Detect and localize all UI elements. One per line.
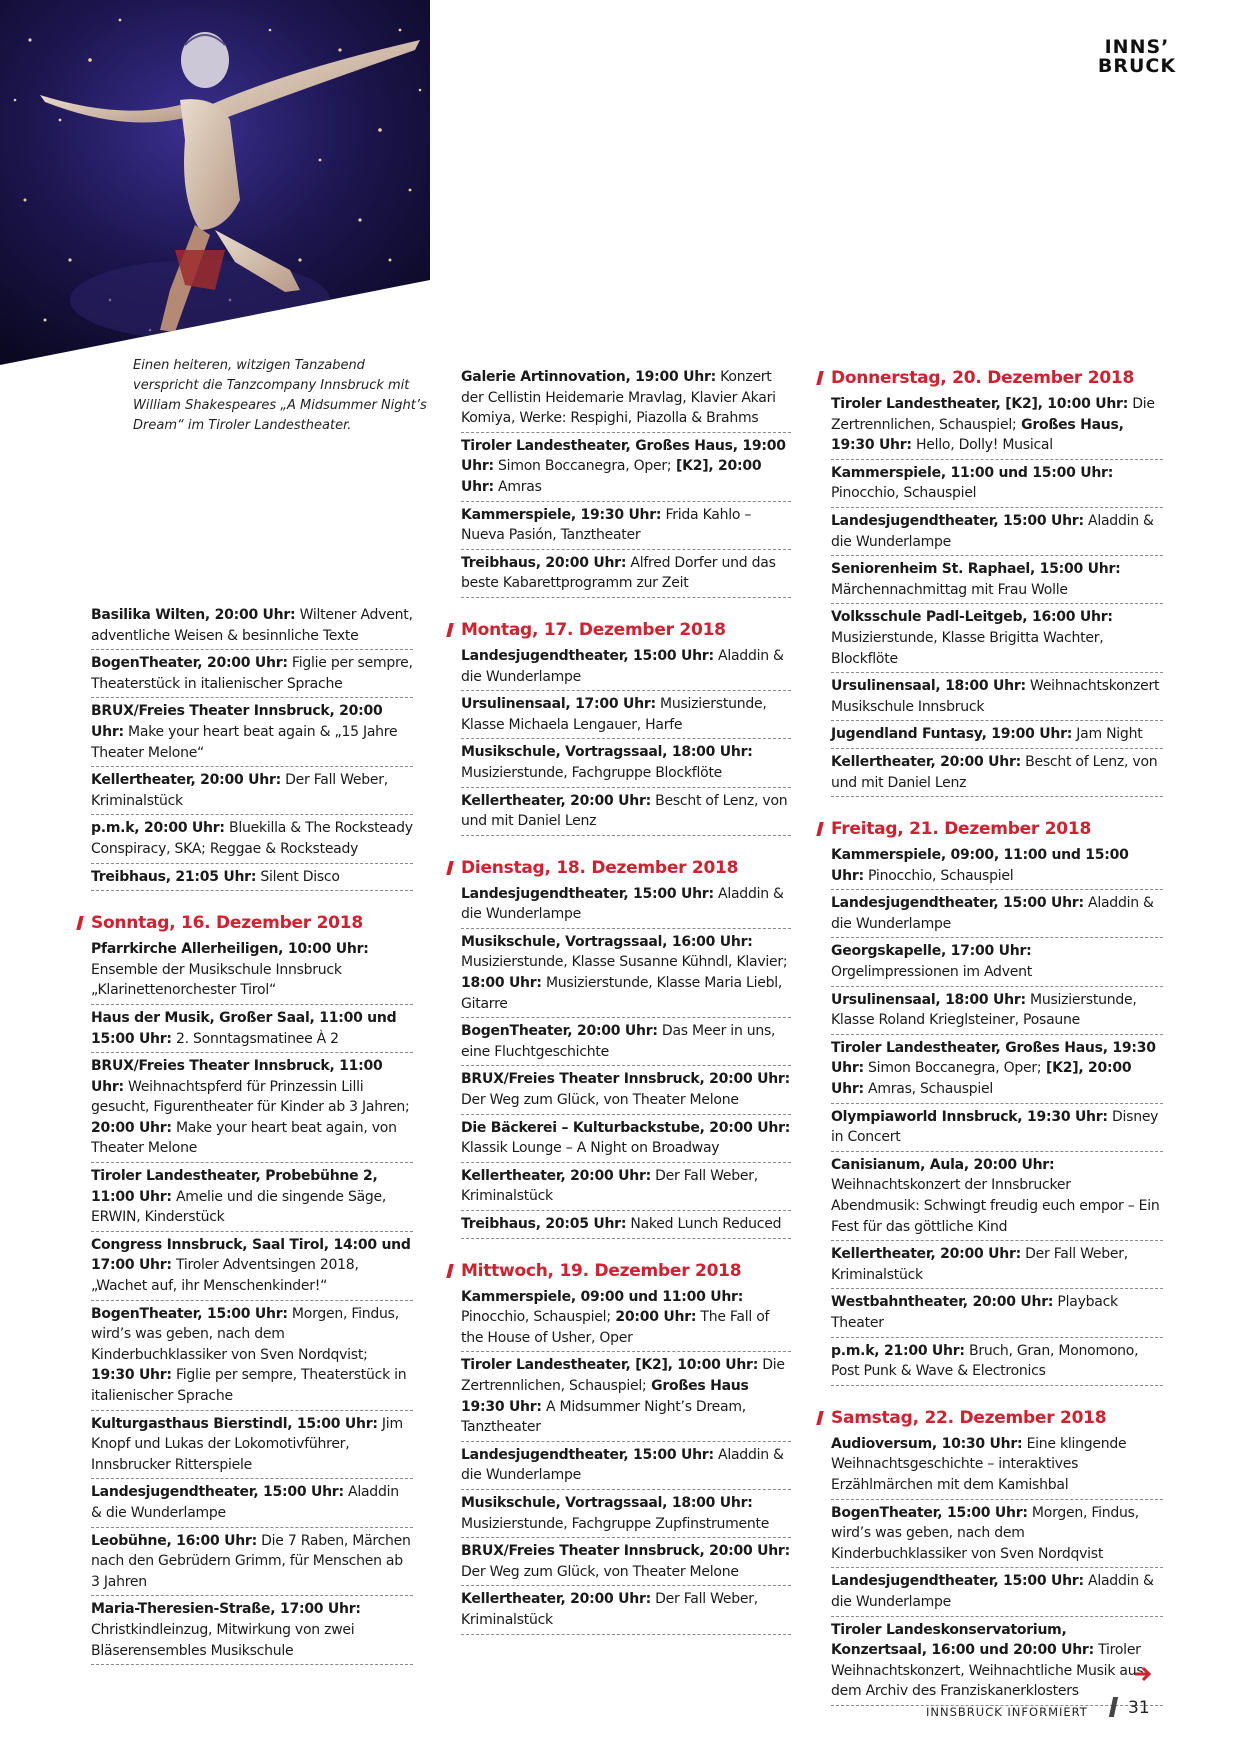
event-venue-time: Kammerspiele, 11:00 und 15:00 Uhr:: [831, 464, 1114, 481]
event-venue-time: [K2], 20:00 Uhr:: [461, 458, 762, 495]
event-entry: [461, 741, 791, 787]
day-heading: Sonntag, 16. Dezember 2018: [77, 911, 413, 935]
event-entry: [461, 1165, 791, 1211]
event-venue-time: Treibhaus, 20:05 Uhr:: [461, 1216, 627, 1232]
event-description: Disney in Concert: [831, 1108, 1159, 1146]
event-venue-time: BRUX/Freies Theater Innsbruck, 20:00 Uhr:: [91, 703, 383, 740]
event-description: The Fall of the House of Usher, Oper: [461, 1309, 770, 1346]
event-entry: [91, 1598, 413, 1665]
event-entry: [461, 366, 791, 433]
event-description: Alfred Dorfer und das beste Kabarettprogramm zur Zeit: [461, 554, 776, 592]
event-venue-time: Jugendland Funtasy, 19:00 Uhr:: [831, 726, 1073, 743]
event-venue-time: Ursulinensaal, 18:00 Uhr:: [831, 678, 1026, 695]
event-description: Der Weg zum Glück, von Theater Melone: [461, 1092, 739, 1109]
event-entry: [461, 693, 791, 739]
event-entry: [91, 1165, 413, 1232]
event-description: Jam Night: [1072, 726, 1143, 743]
event-description: Morgen, Findus, wird’s was geben, nach dem Kinderbuchklassiker von Sven Nordqvist;: [91, 1305, 399, 1363]
event-entry: [831, 892, 1163, 938]
event-venue-time: BRUX/Freies Theater Innsbruck, 20:00 Uhr:: [461, 1543, 790, 1560]
event-description: Die Zertrennlichen, Schauspiel;: [831, 396, 1155, 433]
event-entry: [461, 1286, 791, 1353]
event-description: Jim Knopf und Lukas der Lokomotivführer, Innsbrucker Ritterspiele: [91, 1415, 403, 1473]
day-heading: Freitag, 21. Dezember 2018: [817, 817, 1163, 841]
event-venue-time: Tiroler Landestheater, [K2], 10:00 Uhr:: [461, 1357, 759, 1374]
event-description: 2. Sonntagsmatinee À 2: [171, 1030, 339, 1047]
event-entry: [91, 1007, 413, 1053]
event-description: Märchennachmittag mit Frau Wolle: [831, 581, 1068, 598]
event-venue-time: Haus der Musik, Großer Saal, 11:00 und 15:00 Uhr:: [91, 1009, 397, 1047]
event-description: Frida Kahlo – Nueva Pasión, Tanztheater: [461, 506, 752, 544]
event-entry: [91, 604, 413, 650]
event-description: Konzert der Cellistin Heidemarie Mravlag, Klavier Akari Komiya, Werke: Respighi, Piazolla & Brahms: [461, 369, 776, 427]
event-entry: [91, 1530, 413, 1597]
event-description: Bruch, Gran, Monomono, Post Punk & Wave & Electronics: [831, 1342, 1139, 1380]
event-entry: [91, 1303, 413, 1411]
event-entry: [831, 1106, 1163, 1152]
event-entry: [461, 1068, 791, 1114]
event-description: Musizierstunde, Klasse Maria Liebl, Gitarre: [461, 975, 783, 1012]
event-entry: [461, 931, 791, 1018]
event-description: Aladdin & die Wunderlampe: [461, 1446, 784, 1484]
event-entry: [461, 1117, 791, 1163]
event-entry: [831, 1502, 1163, 1569]
event-description: Bescht of Lenz, von und mit Daniel Lenz: [831, 753, 1158, 791]
event-entry: [461, 1213, 791, 1239]
event-venue-time: Kellertheater, 20:00 Uhr:: [91, 772, 281, 789]
event-description: Aladdin & die Wunderlampe: [831, 512, 1154, 550]
event-venue-time: p.m.k, 20:00 Uhr:: [91, 820, 225, 837]
event-entry: [461, 504, 791, 550]
event-venue-time: 20:00 Uhr:: [610, 1309, 697, 1326]
event-venue-time: BogenTheater, 20:00 Uhr:: [91, 655, 288, 672]
event-venue-time: Tiroler Landestheater, Großes Haus, 19:00 Uhr:: [461, 437, 786, 475]
event-description: Make your heart beat again & „15 Jahre Theater Melone“: [91, 723, 398, 761]
event-description: Der Fall Weber, Kriminalstück: [461, 1591, 758, 1628]
event-venue-time: Großes Haus 19:30 Uhr:: [461, 1377, 749, 1415]
event-venue-time: p.m.k, 21:00 Uhr:: [831, 1342, 965, 1359]
event-entry: [91, 938, 413, 1005]
event-venue-time: Georgskapelle, 17:00 Uhr:: [831, 943, 1032, 960]
event-venue-time: Olympiaworld Innsbruck, 19:30 Uhr:: [831, 1108, 1108, 1125]
event-description: Make your heart beat again, von Theater Melone: [91, 1119, 397, 1157]
event-venue-time: Landesjugendtheater, 15:00 Uhr:: [461, 647, 714, 664]
event-venue-time: Ursulinensaal, 17:00 Uhr:: [461, 696, 656, 713]
event-description: Aladdin & die Wunderlampe: [461, 647, 784, 685]
event-entry: [91, 652, 413, 698]
page-number: 31: [1128, 1698, 1150, 1718]
event-description: Tiroler Adventsingen 2018, „Wachet auf, ihr Menschenkinder!“: [91, 1257, 359, 1295]
event-entry: [461, 790, 791, 836]
event-venue-time: 18:00 Uhr:: [461, 975, 542, 992]
event-venue-time: Kammerspiele, 09:00, 11:00 und 15:00 Uhr:: [831, 847, 1129, 884]
event-description: Orgelimpressionen im Advent: [831, 964, 1032, 981]
event-venue-time: Leobühne, 16:00 Uhr:: [91, 1532, 257, 1549]
event-entry: [461, 435, 791, 502]
event-venue-time: Musikschule, Vortragssaal, 16:00 Uhr:: [461, 933, 753, 950]
event-venue-time: Landesjugendtheater, 15:00 Uhr:: [831, 1573, 1084, 1590]
event-description: Simon Boccanegra, Oper;: [493, 458, 672, 475]
event-description: Weihnachtspferd für Prinzessin Lilli gesucht, Figurentheater für Kinder ab 3 Jahren;: [91, 1078, 410, 1116]
event-venue-time: Galerie Artinnovation, 19:00 Uhr:: [461, 369, 716, 385]
event-venue-time: Kellertheater, 20:00 Uhr:: [461, 1167, 651, 1184]
event-entry: [461, 1540, 791, 1586]
event-description: Das Meer in uns, eine Fluchtgeschichte: [461, 1023, 776, 1060]
event-venue-time: Kammerspiele, 09:00 und 11:00 Uhr:: [461, 1288, 744, 1305]
event-entry: [831, 393, 1163, 460]
event-entry: [831, 675, 1163, 721]
event-description: Pinocchio, Schauspiel: [831, 485, 977, 502]
event-venue-time: BogenTheater, 15:00 Uhr:: [91, 1305, 288, 1322]
event-description: Pinocchio, Schauspiel: [863, 867, 1014, 884]
event-entry: [831, 1433, 1163, 1500]
event-entry: [831, 989, 1163, 1035]
event-description: Musizierstunde, Klasse Roland Krieglsteiner, Posaune: [831, 991, 1137, 1029]
event-venue-time: BogenTheater, 15:00 Uhr:: [831, 1504, 1028, 1521]
event-venue-time: Musikschule, Vortragssaal, 18:00 Uhr:: [461, 744, 753, 761]
event-entry: [831, 1154, 1163, 1241]
event-entry: [831, 751, 1163, 797]
day-heading: Mittwoch, 19. Dezember 2018: [447, 1259, 791, 1283]
event-description: Aladdin & die Wunderlampe: [461, 885, 784, 923]
publication-name: INNSBRUCK INFORMIERT: [926, 1705, 1088, 1719]
event-venue-time: Landesjugendtheater, 15:00 Uhr:: [461, 1446, 714, 1463]
event-entry: [831, 723, 1163, 749]
event-entry: [91, 1481, 413, 1527]
photo-caption: Einen heiteren, witzigen Tanzabend verspricht die Tanzcompany Innsbruck mit William Shakespeares „A Midsummer Night’s Dream“ im Tiroler Landestheater.: [133, 358, 427, 433]
event-venue-time: Landesjugendtheater, 15:00 Uhr:: [91, 1484, 344, 1501]
event-description: Klassik Lounge – A Night on Broadway: [461, 1140, 720, 1157]
event-description: Der Fall Weber, Kriminalstück: [461, 1167, 758, 1205]
event-entry: [831, 1291, 1163, 1337]
event-venue-time: [K2], 20:00 Uhr:: [831, 1060, 1132, 1098]
event-description: Der Fall Weber, Kriminalstück: [91, 772, 388, 809]
event-entry: [461, 645, 791, 691]
event-venue-time: Ursulinensaal, 18:00 Uhr:: [831, 991, 1026, 1008]
logo-line-1: INNS’: [1104, 36, 1170, 58]
event-description: Musizierstunde, Fachgruppe Blockflöte: [461, 764, 723, 781]
event-venue-time: Kellertheater, 20:00 Uhr:: [831, 753, 1021, 770]
event-description: Wiltener Advent, adventliche Weisen & besinnliche Texte: [91, 607, 413, 644]
day-heading: Donnerstag, 20. Dezember 2018: [817, 366, 1163, 390]
event-description: Der Fall Weber, Kriminalstück: [831, 1246, 1128, 1283]
event-description: Figlie per sempre, Theaterstück in italienischer Sprache: [91, 1367, 407, 1404]
event-entry: [91, 769, 413, 815]
event-description: Hello, Dolly! Musical: [911, 437, 1053, 454]
event-column-1: [91, 604, 413, 1667]
event-entry: [91, 866, 413, 892]
event-description: Amelie und die singende Säge, ERWIN, Kinderstück: [91, 1188, 387, 1226]
event-entry: [831, 940, 1163, 986]
event-entry: [461, 1588, 791, 1634]
event-column-2: [461, 366, 791, 1637]
event-venue-time: Treibhaus, 21:05 Uhr:: [91, 868, 257, 885]
event-entry: [831, 558, 1163, 604]
event-venue-time: Congress Innsbruck, Saal Tirol, 14:00 und 17:00 Uhr:: [91, 1236, 411, 1274]
event-column-3: [831, 366, 1163, 1708]
event-entry: [461, 552, 791, 598]
event-venue-time: Treibhaus, 20:00 Uhr:: [461, 554, 627, 571]
event-entry: [831, 1570, 1163, 1616]
event-venue-time: Volksschule Padl-Leitgeb, 16:00 Uhr:: [831, 609, 1113, 626]
event-entry: [91, 1055, 413, 1163]
event-description: Amras, Schauspiel: [863, 1081, 994, 1098]
event-venue-time: BogenTheater, 20:00 Uhr:: [461, 1023, 658, 1040]
event-venue-time: Tiroler Landeskonservatorium, Konzertsaal, 16:00 und 20:00 Uhr:: [831, 1621, 1094, 1659]
event-description: Weihnachtskonzert der Innsbrucker Abendmusik: Schwingt freudig euch empor – Ein Fest für das göttliche Kind: [831, 1177, 1160, 1235]
event-description: Die 7 Raben, Märchen nach den Gebrüdern Grimm, für Menschen ab 3 Jahren: [91, 1532, 411, 1590]
day-heading: Samstag, 22. Dezember 2018: [817, 1406, 1163, 1430]
event-venue-time: Landesjugendtheater, 15:00 Uhr:: [831, 512, 1084, 529]
event-venue-time: Kammerspiele, 19:30 Uhr:: [461, 506, 662, 523]
event-entry: [91, 700, 413, 767]
event-description: Weihnachtskonzert Musikschule Innsbruck: [831, 678, 1160, 715]
event-venue-time: Canisianum, Aula, 20:00 Uhr:: [831, 1156, 1055, 1173]
event-description: Der Weg zum Glück, von Theater Melone: [461, 1563, 739, 1580]
event-entry: [461, 883, 791, 929]
event-venue-time: Westbahntheater, 20:00 Uhr:: [831, 1294, 1054, 1311]
event-description: Bescht of Lenz, von und mit Daniel Lenz: [461, 792, 788, 830]
event-venue-time: Die Bäckerei – Kulturbackstube, 20:00 Uhr:: [461, 1119, 791, 1136]
event-entry: [91, 817, 413, 863]
event-venue-time: Musikschule, Vortragssaal, 18:00 Uhr:: [461, 1494, 753, 1511]
event-description: Aladdin & die Wunderlampe: [91, 1484, 399, 1521]
event-entry: [91, 1234, 413, 1301]
event-description: A Midsummer Night’s Dream, Tanztheater: [461, 1398, 746, 1436]
day-heading: Montag, 17. Dezember 2018: [447, 618, 791, 642]
event-description: Morgen, Findus, wird’s was geben, nach dem Kinderbuchklassiker von Sven Nordqvist: [831, 1504, 1139, 1562]
dancer-photo: [0, 0, 430, 365]
event-entry: [831, 606, 1163, 673]
event-description: Musizierstunde, Klasse Brigitta Wachter, Blockflöte: [831, 629, 1104, 667]
event-description: Amras: [493, 478, 542, 495]
event-description: Tiroler Weihnachtskonzert, Weihnachtliche Musik aus dem Archiv des Franziskanerklosters: [831, 1642, 1144, 1700]
event-description: Musizierstunde, Fachgruppe Zupfinstrumente: [461, 1515, 770, 1532]
event-entry: [831, 510, 1163, 556]
event-venue-time: Tiroler Landestheater, Probebühne 2, 11:00 Uhr:: [91, 1168, 378, 1205]
event-description: Eine klingende Weihnachtsgeschichte – interaktives Erzählmärchen mit dem Kamishbal: [831, 1435, 1127, 1493]
event-venue-time: Tiroler Landestheater, Großes Haus, 19:30 Uhr:: [831, 1039, 1156, 1077]
event-description: Silent Disco: [256, 868, 340, 885]
event-entry: [461, 1492, 791, 1538]
event-entry: [91, 1413, 413, 1480]
event-venue-time: Kulturgasthaus Bierstindl, 15:00 Uhr:: [91, 1415, 378, 1432]
event-venue-time: Audioversum, 10:30 Uhr:: [831, 1435, 1023, 1452]
event-venue-time: 19:30 Uhr:: [91, 1367, 172, 1384]
event-venue-time: Landesjugendtheater, 15:00 Uhr:: [831, 895, 1084, 912]
event-venue-time: Kellertheater, 20:00 Uhr:: [831, 1246, 1021, 1263]
event-description: Ensemble der Musikschule Innsbruck „Klarinettenorchester Tirol“: [91, 961, 342, 999]
event-description: Playback Theater: [831, 1294, 1118, 1331]
event-venue-time: Maria-Theresien-Straße, 17:00 Uhr:: [91, 1601, 361, 1618]
event-description: Simon Boccanegra, Oper;: [863, 1060, 1042, 1077]
logo-line-2: BRUCK: [1097, 55, 1177, 77]
event-venue-time: Kellertheater, 20:00 Uhr:: [461, 1591, 651, 1608]
event-venue-time: Großes Haus, 19:30 Uhr:: [831, 416, 1124, 454]
event-description: Naked Lunch Reduced: [626, 1216, 782, 1232]
next-page-arrow-icon[interactable]: [1133, 1665, 1153, 1683]
event-description: Die Zertrennlichen, Schauspiel;: [461, 1357, 785, 1394]
event-entry: [831, 462, 1163, 508]
event-description: Aladdin & die Wunderlampe: [831, 895, 1154, 932]
event-entry: [461, 1020, 791, 1066]
innsbruck-logo: [1082, 38, 1192, 76]
event-venue-time: Landesjugendtheater, 15:00 Uhr:: [461, 885, 714, 902]
event-entry: [831, 1037, 1163, 1104]
event-description: Figlie per sempre, Theaterstück in italienischer Sprache: [91, 655, 413, 692]
event-entry: [831, 1619, 1163, 1706]
event-venue-time: Tiroler Landestheater, [K2], 10:00 Uhr:: [831, 396, 1129, 412]
event-description: Aladdin & die Wunderlampe: [831, 1573, 1154, 1610]
event-entry: [831, 1340, 1163, 1386]
event-entry: [461, 1444, 791, 1490]
event-entry: [831, 1243, 1163, 1289]
event-venue-time: Seniorenheim St. Raphael, 15:00 Uhr:: [831, 561, 1121, 578]
event-venue-time: BRUX/Freies Theater Innsbruck, 20:00 Uhr:: [461, 1071, 790, 1088]
day-heading: Dienstag, 18. Dezember 2018: [447, 856, 791, 880]
event-entry: [831, 844, 1163, 890]
event-venue-time: BRUX/Freies Theater Innsbruck, 11:00 Uhr:: [91, 1058, 383, 1095]
event-venue-time: Pfarrkirche Allerheiligen, 10:00 Uhr:: [91, 941, 369, 958]
event-venue-time: 20:00 Uhr:: [91, 1119, 172, 1136]
event-venue-time: Basilika Wilten, 20:00 Uhr:: [91, 607, 296, 623]
event-description: Musizierstunde, Klasse Michaela Lengauer, Harfe: [461, 696, 767, 733]
event-description: Christkindleinzug, Mitwirkung von zwei Bläserensembles Musikschule: [91, 1621, 355, 1659]
event-entry: [461, 1354, 791, 1441]
event-venue-time: Kellertheater, 20:00 Uhr:: [461, 792, 651, 809]
event-description: Pinocchio, Schauspiel;: [461, 1309, 611, 1326]
event-description: Bluekilla & The Rocksteady Conspiracy, SKA; Reggae & Rocksteady: [91, 820, 413, 857]
event-description: Musizierstunde, Klasse Susanne Kühndl, Klavier;: [461, 954, 788, 971]
